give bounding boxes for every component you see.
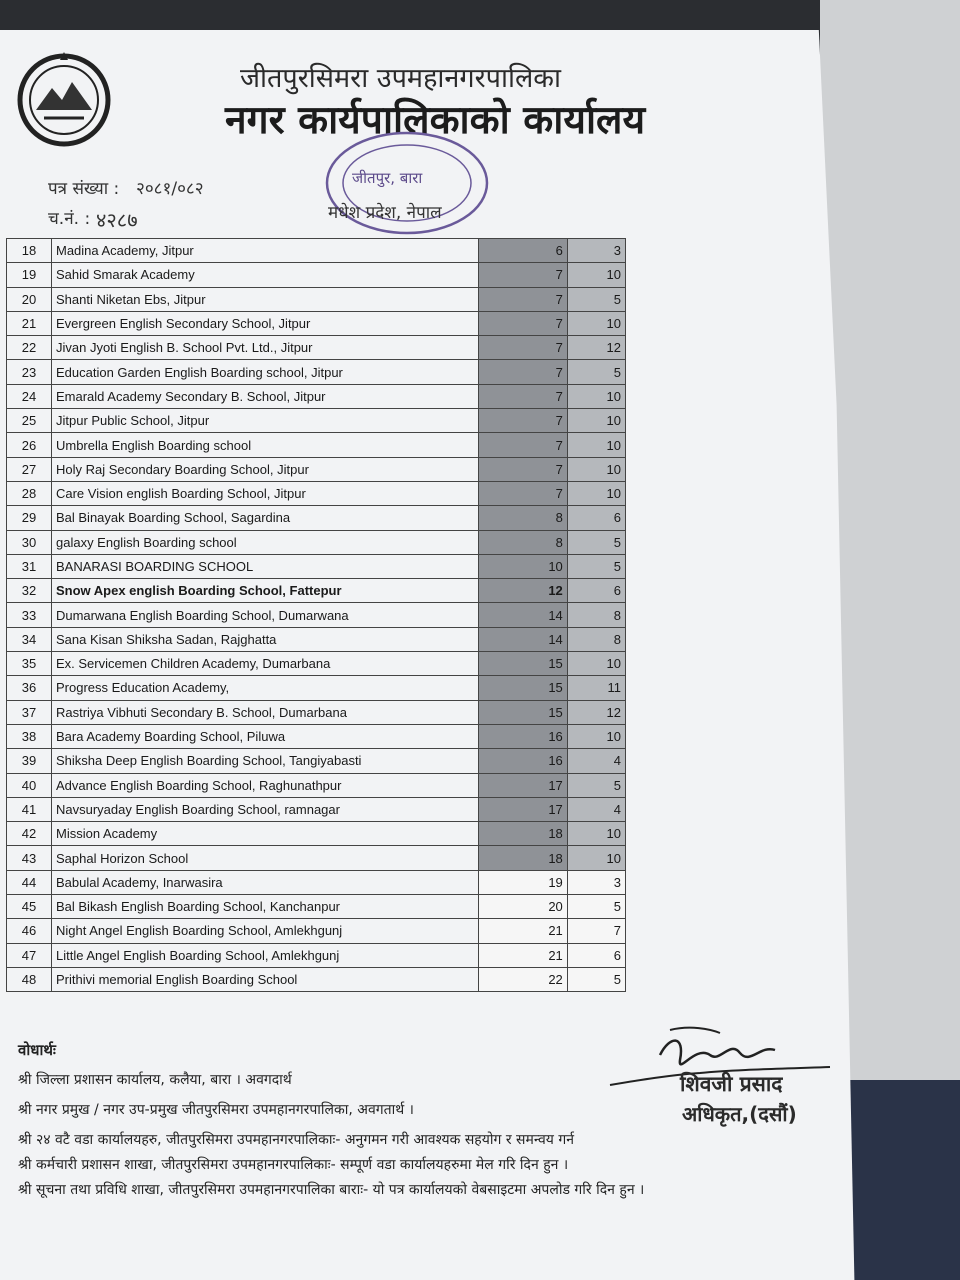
serial-number: 48 bbox=[7, 967, 52, 991]
table-row bbox=[7, 724, 626, 748]
table-row bbox=[7, 360, 626, 384]
table-row bbox=[7, 967, 626, 991]
municipality-name: जीतपुरसिमरा उपमहानगरपालिका bbox=[240, 63, 561, 94]
value-column-2: 12 bbox=[567, 336, 625, 360]
serial-number: 26 bbox=[7, 433, 52, 457]
value-column-2: 6 bbox=[567, 506, 625, 530]
value-column-1: 7 bbox=[478, 457, 567, 481]
serial-number: 18 bbox=[7, 239, 52, 263]
serial-number: 19 bbox=[7, 263, 52, 287]
value-column-1: 12 bbox=[478, 579, 567, 603]
school-name: Education Garden English Boarding school, Jitpur bbox=[51, 360, 478, 384]
table-row bbox=[7, 336, 626, 360]
copy-to-line: श्री नगर प्रमुख / नगर उप-प्रमुख जीतपुरसिमरा उपमहानगरपालिका, अवगतार्थ । bbox=[18, 1102, 414, 1118]
school-name: Jitpur Public School, Jitpur bbox=[51, 409, 478, 433]
school-name: Little Angel English Boarding School, Amlekhgunj bbox=[51, 943, 478, 967]
value-column-2: 10 bbox=[567, 409, 625, 433]
school-name: Madina Academy, Jitpur bbox=[51, 239, 478, 263]
value-column-2: 4 bbox=[567, 749, 625, 773]
serial-number: 32 bbox=[7, 579, 52, 603]
province-name: मधेश प्रदेश, नेपाल bbox=[328, 203, 442, 223]
value-column-1: 14 bbox=[478, 603, 567, 627]
school-name: Umbrella English Boarding school bbox=[51, 433, 478, 457]
value-column-1: 14 bbox=[478, 627, 567, 651]
serial-number: 31 bbox=[7, 554, 52, 578]
value-column-1: 7 bbox=[478, 336, 567, 360]
value-column-1: 7 bbox=[478, 360, 567, 384]
school-name: Mission Academy bbox=[51, 822, 478, 846]
value-column-2: 10 bbox=[567, 822, 625, 846]
value-column-1: 7 bbox=[478, 287, 567, 311]
serial-number: 30 bbox=[7, 530, 52, 554]
serial-number: 28 bbox=[7, 481, 52, 505]
table-row bbox=[7, 433, 626, 457]
school-name: Sana Kisan Shiksha Sadan, Rajghatta bbox=[51, 627, 478, 651]
table-row bbox=[7, 895, 626, 919]
letter-number-value: २०८१/०८२ bbox=[136, 179, 204, 199]
table-row bbox=[7, 846, 626, 870]
serial-number: 34 bbox=[7, 627, 52, 651]
table-row bbox=[7, 554, 626, 578]
school-name: Holy Raj Secondary Boarding School, Jitpur bbox=[51, 457, 478, 481]
value-column-1: 7 bbox=[478, 384, 567, 408]
table-row bbox=[7, 409, 626, 433]
table-row bbox=[7, 457, 626, 481]
value-column-2: 10 bbox=[567, 724, 625, 748]
school-name: galaxy English Boarding school bbox=[51, 530, 478, 554]
table-row bbox=[7, 263, 626, 287]
value-column-1: 17 bbox=[478, 773, 567, 797]
value-column-1: 8 bbox=[478, 506, 567, 530]
school-name: Babulal Academy, Inarwasira bbox=[51, 870, 478, 894]
school-name: Shiksha Deep English Boarding School, Tangiyabasti bbox=[51, 749, 478, 773]
school-name: Evergreen English Secondary School, Jitpur bbox=[51, 311, 478, 335]
school-name: Prithivi memorial English Boarding School bbox=[51, 967, 478, 991]
school-name: Bal Bikash English Boarding School, Kanchanpur bbox=[51, 895, 478, 919]
value-column-1: 6 bbox=[478, 239, 567, 263]
value-column-2: 7 bbox=[567, 919, 625, 943]
serial-number: 29 bbox=[7, 506, 52, 530]
value-column-1: 18 bbox=[478, 846, 567, 870]
value-column-2: 5 bbox=[567, 554, 625, 578]
serial-number: 37 bbox=[7, 700, 52, 724]
value-column-2: 5 bbox=[567, 773, 625, 797]
school-name: Dumarwana English Boarding School, Dumarwana bbox=[51, 603, 478, 627]
table-row bbox=[7, 700, 626, 724]
school-name: BANARASI BOARDING SCHOOL bbox=[51, 554, 478, 578]
value-column-2: 10 bbox=[567, 311, 625, 335]
value-column-2: 5 bbox=[567, 287, 625, 311]
signatory-name: शिवजी प्रसाद bbox=[680, 1072, 783, 1096]
value-column-2: 6 bbox=[567, 943, 625, 967]
value-column-1: 7 bbox=[478, 409, 567, 433]
copy-to-line: श्री २४ वटै वडा कार्यालयहरु, जीतपुरसिमरा उपमहानगरपालिकाः- अनुगमन गरी आवश्यक सहयोग र समन्वय गर्न bbox=[18, 1132, 575, 1148]
value-column-2: 10 bbox=[567, 457, 625, 481]
dispatch-number-label: च.नं. : bbox=[48, 209, 91, 229]
serial-number: 23 bbox=[7, 360, 52, 384]
school-name: Snow Apex english Boarding School, Fattepur bbox=[51, 579, 478, 603]
value-column-1: 15 bbox=[478, 652, 567, 676]
office-name: नगर कार्यपालिकाको कार्यालय bbox=[225, 98, 646, 143]
dispatch-number-value: ४२८७ bbox=[96, 208, 138, 232]
school-name: Progress Education Academy, bbox=[51, 676, 478, 700]
school-name: Sahid Smarak Academy bbox=[51, 263, 478, 287]
serial-number: 43 bbox=[7, 846, 52, 870]
copy-to-line: श्री कर्मचारी प्रशासन शाखा, जीतपुरसिमरा उपमहानगरपालिकाः- सम्पूर्ण वडा कार्यालयहरुमा मेल गरि दिन हुन । bbox=[18, 1157, 569, 1173]
table-row bbox=[7, 749, 626, 773]
school-name: Night Angel English Boarding School, Amlekhgunj bbox=[51, 919, 478, 943]
serial-number: 20 bbox=[7, 287, 52, 311]
serial-number: 22 bbox=[7, 336, 52, 360]
school-name: Ex. Servicemen Children Academy, Dumarbana bbox=[51, 652, 478, 676]
table-row bbox=[7, 676, 626, 700]
value-column-1: 7 bbox=[478, 481, 567, 505]
value-column-2: 5 bbox=[567, 530, 625, 554]
value-column-2: 10 bbox=[567, 433, 625, 457]
value-column-2: 6 bbox=[567, 579, 625, 603]
table-row bbox=[7, 797, 626, 821]
school-name: Rastriya Vibhuti Secondary B. School, Dumarbana bbox=[51, 700, 478, 724]
serial-number: 38 bbox=[7, 724, 52, 748]
letter-number-label: पत्र संख्या : bbox=[48, 179, 120, 199]
value-column-1: 7 bbox=[478, 433, 567, 457]
school-name: Bara Academy Boarding School, Piluwa bbox=[51, 724, 478, 748]
value-column-1: 15 bbox=[478, 700, 567, 724]
value-column-1: 22 bbox=[478, 967, 567, 991]
table-row bbox=[7, 506, 626, 530]
serial-number: 24 bbox=[7, 384, 52, 408]
serial-number: 21 bbox=[7, 311, 52, 335]
value-column-2: 8 bbox=[567, 627, 625, 651]
table-row bbox=[7, 239, 626, 263]
school-name: Shanti Niketan Ebs, Jitpur bbox=[51, 287, 478, 311]
value-column-2: 5 bbox=[567, 967, 625, 991]
value-column-1: 18 bbox=[478, 822, 567, 846]
value-column-2: 3 bbox=[567, 870, 625, 894]
serial-number: 27 bbox=[7, 457, 52, 481]
table-row bbox=[7, 943, 626, 967]
value-column-2: 11 bbox=[567, 676, 625, 700]
table-row bbox=[7, 773, 626, 797]
value-column-2: 4 bbox=[567, 797, 625, 821]
table-row bbox=[7, 579, 626, 603]
value-column-2: 12 bbox=[567, 700, 625, 724]
value-column-2: 5 bbox=[567, 895, 625, 919]
serial-number: 33 bbox=[7, 603, 52, 627]
value-column-1: 19 bbox=[478, 870, 567, 894]
table-row bbox=[7, 481, 626, 505]
copy-to-title: वोधार्थः bbox=[18, 1041, 56, 1059]
value-column-2: 8 bbox=[567, 603, 625, 627]
value-column-2: 10 bbox=[567, 384, 625, 408]
value-column-1: 15 bbox=[478, 676, 567, 700]
stamp-location: जीतपुर, बारा bbox=[352, 169, 423, 187]
value-column-2: 10 bbox=[567, 652, 625, 676]
value-column-1: 8 bbox=[478, 530, 567, 554]
school-name: Bal Binayak Boarding School, Sagardina bbox=[51, 506, 478, 530]
value-column-2: 5 bbox=[567, 360, 625, 384]
table-row bbox=[7, 603, 626, 627]
table-row bbox=[7, 530, 626, 554]
value-column-2: 10 bbox=[567, 481, 625, 505]
signatory-title: अधिकृत,(दसौं) bbox=[682, 1102, 797, 1126]
value-column-1: 16 bbox=[478, 724, 567, 748]
value-column-1: 21 bbox=[478, 943, 567, 967]
serial-number: 45 bbox=[7, 895, 52, 919]
serial-number: 47 bbox=[7, 943, 52, 967]
serial-number: 41 bbox=[7, 797, 52, 821]
serial-number: 46 bbox=[7, 919, 52, 943]
serial-number: 36 bbox=[7, 676, 52, 700]
school-name: Care Vision english Boarding School, Jitpur bbox=[51, 481, 478, 505]
table-row bbox=[7, 627, 626, 651]
serial-number: 42 bbox=[7, 822, 52, 846]
serial-number: 39 bbox=[7, 749, 52, 773]
table-row bbox=[7, 311, 626, 335]
table-row bbox=[7, 384, 626, 408]
school-name: Saphal Horizon School bbox=[51, 846, 478, 870]
value-column-1: 20 bbox=[478, 895, 567, 919]
table-row bbox=[7, 919, 626, 943]
school-name: Emarald Academy Secondary B. School, Jitpur bbox=[51, 384, 478, 408]
serial-number: 35 bbox=[7, 652, 52, 676]
serial-number: 44 bbox=[7, 870, 52, 894]
table-row bbox=[7, 652, 626, 676]
government-emblem-logo bbox=[14, 48, 114, 148]
table-row bbox=[7, 822, 626, 846]
value-column-2: 10 bbox=[567, 846, 625, 870]
value-column-1: 17 bbox=[478, 797, 567, 821]
serial-number: 25 bbox=[7, 409, 52, 433]
school-name: Jivan Jyoti English B. School Pvt. Ltd., Jitpur bbox=[51, 336, 478, 360]
school-name: Navsuryaday English Boarding School, ramnagar bbox=[51, 797, 478, 821]
value-column-2: 10 bbox=[567, 263, 625, 287]
value-column-1: 7 bbox=[478, 311, 567, 335]
value-column-1: 10 bbox=[478, 554, 567, 578]
value-column-1: 7 bbox=[478, 263, 567, 287]
value-column-2: 3 bbox=[567, 239, 625, 263]
value-column-1: 16 bbox=[478, 749, 567, 773]
copy-to-line: श्री जिल्ला प्रशासन कार्यालय, कलैया, बारा । अवगदार्थ bbox=[18, 1072, 292, 1088]
school-name: Advance English Boarding School, Raghunathpur bbox=[51, 773, 478, 797]
value-column-1: 21 bbox=[478, 919, 567, 943]
serial-number: 40 bbox=[7, 773, 52, 797]
school-list-table bbox=[6, 238, 626, 992]
table-row bbox=[7, 287, 626, 311]
desk-object bbox=[850, 1080, 960, 1280]
copy-to-line: श्री सूचना तथा प्रविधि शाखा, जीतपुरसिमरा उपमहानगरपालिका बाराः- यो पत्र कार्यालयको वेबसाइटमा अपलोड गरि दिन हुन । bbox=[18, 1182, 645, 1198]
table-row bbox=[7, 870, 626, 894]
